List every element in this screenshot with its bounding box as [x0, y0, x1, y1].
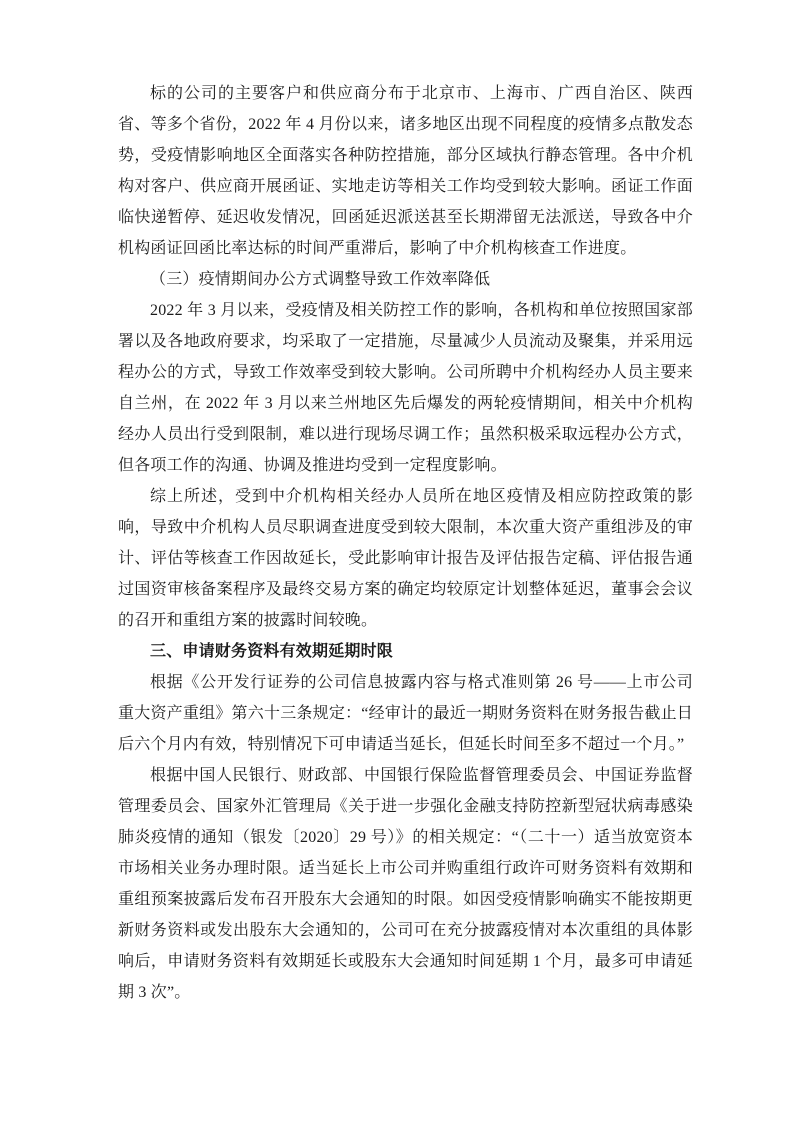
paragraph-remote-work-impact: 2022 年 3 月以来，受疫情及相关防控工作的影响，各机构和单位按照国家部署以及各地政府要求，均采取了一定措施，尽量减少人员流动及聚集，并采用远程办公的方式，导致工作效率受到较大影响。公司所聘中介机构经办人员主要来自兰州，在 2022 年 3 月以来兰州地区先后爆发的两轮疫情期间，相关中介机构经办人员出行受到限制，难以进行现场尽调工作；虽然积极采取远程办公方式，但各项工作的沟通、协调及推进均受到一定程度影响。 — [118, 302, 693, 474]
paragraph-disclosure-standard-no26-quote: 根据《公开发行证券的公司信息披露内容与格式准则第 26 号——上市公司重大资产重组》第六十三条规定：“经审计的最近一期财务资料在财务报告截止日后六个月内有效，特别情况下可申请适当延长，但延长时间至多不超过一个月。” — [118, 674, 693, 753]
subheading-office-mode-adjustment: （三）疫情期间办公方式调整导致工作效率降低 — [150, 271, 491, 288]
paragraph-yinfa-2020-29-notice-quote: 根据中国人民银行、财政部、中国银行保险监督管理委员会、中国证券监督管理委员会、国家外汇管理局《关于进一步强化金融支持防控新型冠状病毒感染肺炎疫情的通知（银发〔2020〕29 号）》的相关规定：“（二十一）适当放宽资本市场相关业务办理时限。适当延长上市公司并购重组行政许可财务资料有效期和重组预案披露后发布召开股东大会通知的时限。如因受疫情影响确实不能按期更新财务资料或发出股东大会通知的，公司可在充分披露疫情对本次重组的具体影响后，申请财务资料有效期延长或股东大会通知时间延期 1 个月，最多可申请延期 3 次”。 — [118, 767, 693, 1001]
paragraph-customer-supplier-distribution: 标的公司的主要客户和供应商分布于北京市、上海市、广西自治区、陕西省、等多个省份，2022 年 4 月份以来，诸多地区出现不同程度的疫情多点散发态势，受疫情影响地区全面落实各种防控措施，部分区域执行静态管理。各中介机构对客户、供应商开展函证、实地走访等相关工作均受到较大影响。函证工作面临快递暂停、延迟收发情况，回函延迟派送甚至长期滞留无法派送，导致各中介机构函证回函比率达标的时间严重滞后，影响了中介机构核查工作进度。 — [118, 85, 693, 257]
document-content — [118, 78, 693, 1008]
heading-financial-data-validity-extension: 三、申请财务资料有效期延期时限 — [150, 643, 394, 660]
paragraph-summary-of-delays: 综上所述，受到中介机构相关经办人员所在地区疫情及相应防控政策的影响，导致中介机构人员尽职调查进度受到较大限制，本次重大资产重组涉及的审计、评估等核查工作因故延长，受此影响审计报告及评估报告定稿、评估报告通过国资审核备案程序及最终交易方案的确定均较原定计划整体延迟，董事会会议的召开和重组方案的披露时间较晚。 — [118, 488, 693, 629]
